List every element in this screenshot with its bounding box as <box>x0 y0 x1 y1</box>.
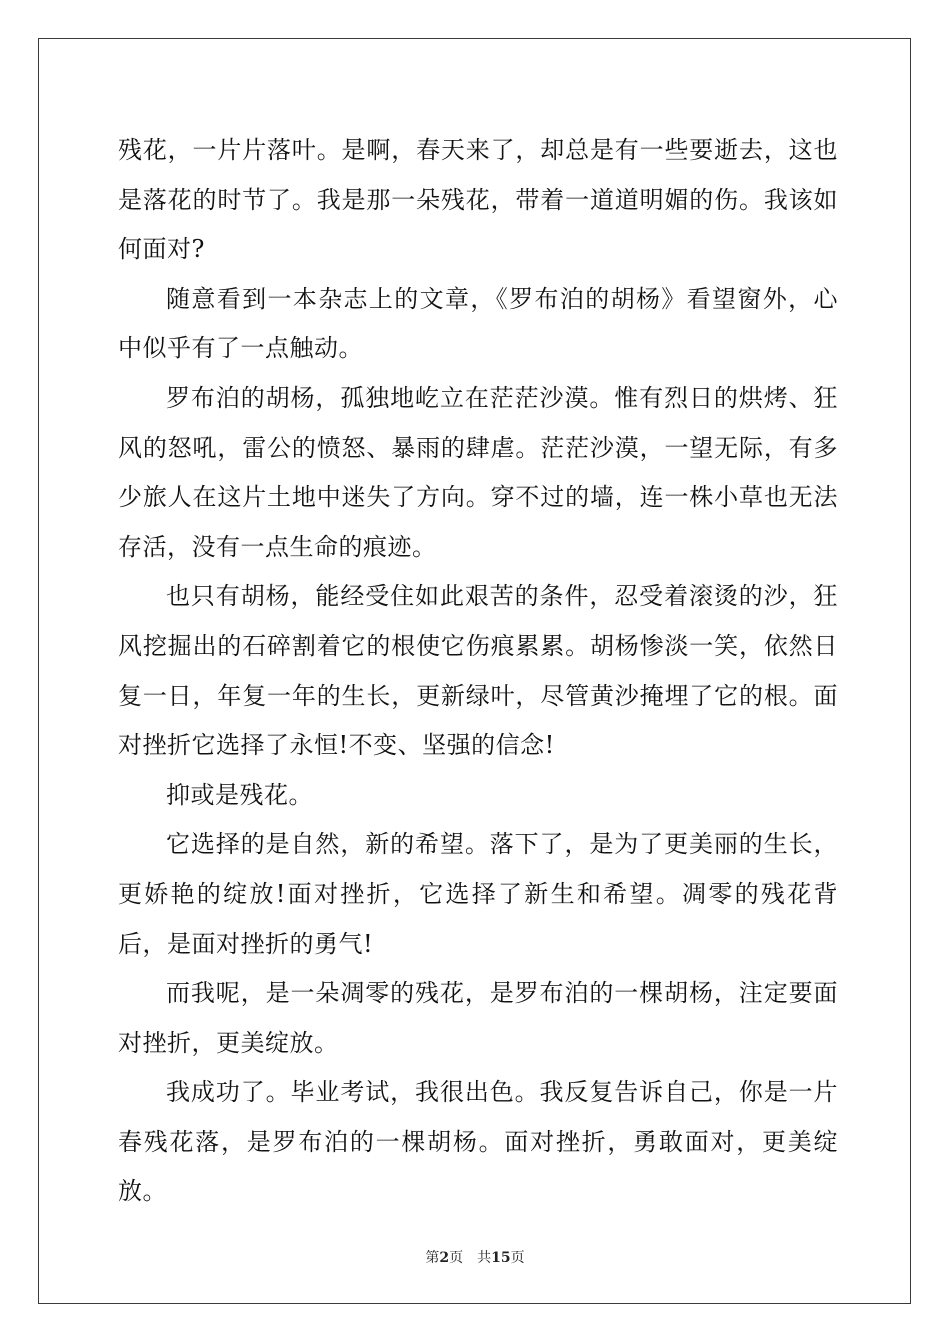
total-pages: 15 <box>491 1250 511 1266</box>
page-suffix: 页 <box>449 1250 464 1266</box>
paragraph-5: 抑或是残花。 <box>166 780 313 809</box>
paragraph-2: 随意看到一本杂志上的文章，《罗布泊的胡杨》看望窗外，心中似乎有了一点触动。 <box>118 284 838 363</box>
page-footer <box>0 1249 950 1267</box>
page-prefix: 第 <box>425 1250 440 1266</box>
paragraph-8: 我成功了。毕业考试，我很出色。我反复告诉自己，你是一片春残花落，是罗布泊的一棵胡杨。面对挫折，勇敢面对，更美绽放。 <box>118 1078 838 1206</box>
total-suffix: 页 <box>510 1250 525 1266</box>
paragraph-3: 罗布泊的胡杨，孤独地屹立在茫茫沙漠。惟有烈日的烘烤、狂风的怒吼，雷公的愤怒、暴雨的肆虐。茫茫沙漠，一望无际，有多少旅人在这片土地中迷失了方向。穿不过的墙，连一株小草也无法存活，没有一点生命的痕迹。 <box>118 383 838 561</box>
paragraph-7: 而我呢，是一朵凋零的残花，是罗布泊的一棵胡杨，注定要面对挫折，更美绽放。 <box>118 979 838 1057</box>
document-body <box>118 126 838 1217</box>
page-number: 2 <box>439 1250 450 1266</box>
total-prefix: 共 <box>477 1250 492 1266</box>
paragraph-6: 它选择的是自然，新的希望。落下了，是为了更美丽的生长，更娇艳的绽放!面对挫折，它选择了新生和希望。凋零的残花背后，是面对挫折的勇气! <box>118 830 838 958</box>
paragraph-1: 残花，一片片落叶。是啊，春天来了，却总是有一些要逝去，这也是落花的时节了。我是那一朵残花，带着一道道明媚的伤。我该如何面对? <box>118 136 838 264</box>
paragraph-4: 也只有胡杨，能经受住如此艰苦的条件，忍受着滚烫的沙，狂风挖掘出的石碎割着它的根使它伤痕累累。胡杨惨淡一笑，依然日复一日，年复一年的生长，更新绿叶，尽管黄沙掩埋了它的根。面对挫折它选择了永恒!不变、坚强的信念! <box>118 582 838 760</box>
